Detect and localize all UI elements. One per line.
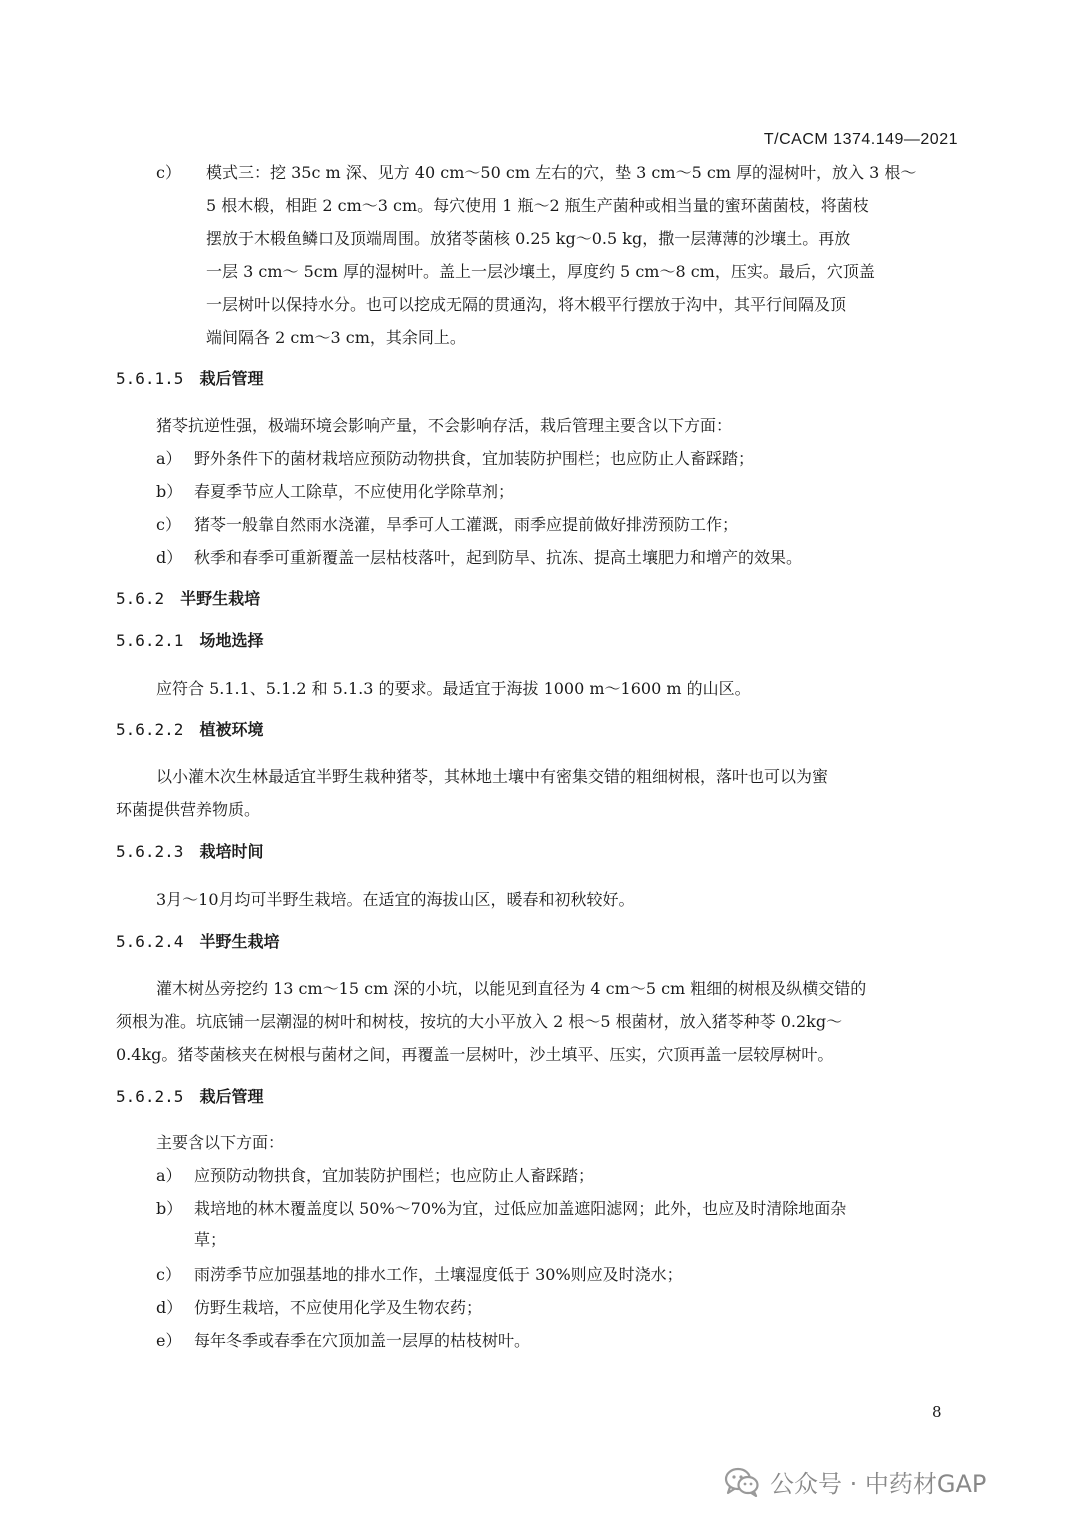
list-marker: e） bbox=[156, 1331, 182, 1350]
section-number: 5.6.2.4 bbox=[116, 932, 184, 951]
mode3-line: 端间隔各 2 cm～3 cm，其余同上。 bbox=[206, 328, 466, 347]
section-text-line: 须根为准。坑底铺一层潮湿的树叶和树枝，按坑的大小平放入 2 根～5 根菌材，放入猪苓种苓 0.2kg～ bbox=[116, 1012, 843, 1031]
section-number: 5.6.2.5 bbox=[116, 1087, 184, 1106]
mode3-line: 一层树叶以保持水分。也可以挖成无隔的贯通沟，将木椴平行摆放于沟中，其平行间隔及顶 bbox=[206, 295, 847, 314]
section-number: 5.6.2 bbox=[116, 589, 165, 608]
section-number: 5.6.2.1 bbox=[116, 631, 184, 650]
section-title: 半野生栽培 bbox=[180, 589, 261, 608]
section-heading-5-6-2-4 bbox=[116, 925, 279, 958]
mode3-line: 摆放于木椴鱼鳞口及顶端周围。放猪苓菌核 0.25 kg～0.5 kg，撒一层薄薄的沙壤土。再放 bbox=[206, 229, 851, 248]
section-title: 栽后管理 bbox=[199, 1087, 264, 1106]
list-item bbox=[156, 1192, 846, 1225]
section-text: 应符合 5.1.1、5.1.2 和 5.1.3 的要求。最适宜于海拔 1000 m～1600 m 的山区。 bbox=[156, 679, 751, 698]
list-item bbox=[156, 1291, 482, 1324]
mode3-marker: c） bbox=[156, 163, 181, 182]
section-heading-5-6-1-5 bbox=[116, 362, 263, 395]
list-marker: a） bbox=[156, 1166, 182, 1185]
section-text: 3月～10月均可半野生栽培。在适宜的海拔山区，暖春和初秋较好。 bbox=[156, 890, 635, 909]
list-text: 每年冬季或春季在穴顶加盖一层厚的枯枝树叶。 bbox=[194, 1331, 531, 1350]
list-text: 仿野生栽培，不应使用化学及生物农药； bbox=[194, 1298, 483, 1317]
section-heading-5-6-2-3 bbox=[116, 835, 263, 868]
section-text-line: 0.4kg。猪苓菌核夹在树根与菌材之间，再覆盖一层树叶，沙土填平、压实，穴顶再盖一层较厚树叶。 bbox=[116, 1045, 834, 1064]
section-title: 半野生栽培 bbox=[199, 932, 280, 951]
section-title: 植被环境 bbox=[199, 720, 264, 739]
mode3-line: 模式三：挖 35c m 深、见方 40 cm～50 cm 左右的穴，垫 3 cm～5 cm 厚的湿树叶，放入 3 根～ bbox=[206, 163, 917, 182]
section-title: 栽培时间 bbox=[199, 842, 264, 861]
list-item bbox=[156, 541, 802, 574]
standard-code: T/CACM 1374.149—2021 bbox=[763, 131, 958, 148]
list-item bbox=[156, 475, 514, 508]
wechat-icon bbox=[724, 1467, 760, 1497]
list-text: 秋季和春季可重新覆盖一层枯枝落叶，起到防旱、抗冻、提高土壤肥力和增产的效果。 bbox=[194, 548, 803, 567]
mode3-paragraph bbox=[206, 156, 916, 354]
mode3-line: 一层 3 cm～ 5cm 厚的湿树叶。盖上一层沙壤土，厚度约 5 cm～8 cm，压实。最后，穴顶盖 bbox=[206, 262, 875, 281]
list-marker: d） bbox=[156, 1298, 183, 1317]
section-heading-5-6-2 bbox=[116, 582, 260, 615]
section-intro: 主要含以下方面： bbox=[156, 1133, 285, 1152]
section-text-line: 环菌提供营养物质。 bbox=[116, 800, 261, 819]
mode3-line: 5 根木椴，相距 2 cm～3 cm。每穴使用 1 瓶～2 瓶生产菌种或相当量的蜜环菌菌枝，将菌枝 bbox=[206, 196, 869, 215]
section-intro: 猪苓抗逆性强，极端环境会影响产量，不会影响存活，栽后管理主要含以下方面： bbox=[156, 416, 733, 435]
list-marker: b） bbox=[156, 1199, 183, 1218]
list-text: 应预防动物拱食，宜加装防护围栏；也应防止人畜踩踏； bbox=[194, 1166, 595, 1185]
section-title: 栽后管理 bbox=[199, 369, 264, 388]
list-text: 猪苓一般靠自然雨水浇灌，旱季可人工灌溉，雨季应提前做好排涝预防工作； bbox=[194, 515, 739, 534]
list-marker: c） bbox=[156, 1265, 181, 1284]
section-number: 5.6.2.2 bbox=[116, 720, 184, 739]
list-item bbox=[156, 1159, 594, 1192]
list-text: 野外条件下的菌材栽培应预防动物拱食，宜加装防护围栏；也应防止人畜踩踏； bbox=[194, 449, 755, 468]
list-item bbox=[156, 508, 738, 541]
watermark-text: 公众号 · 中药材GAP bbox=[770, 1470, 987, 1498]
page-number: 8 bbox=[932, 1403, 942, 1421]
section-heading-5-6-2-1 bbox=[116, 624, 263, 657]
section-text-line: 以小灌木次生林最适宜半野生栽种猪苓，其林地土壤中有密集交错的粗细树根，落叶也可以为蜜 bbox=[156, 767, 829, 786]
list-item bbox=[156, 1258, 683, 1291]
list-text-continuation: 草； bbox=[194, 1230, 227, 1249]
list-marker: d） bbox=[156, 548, 183, 567]
section-number: 5.6.1.5 bbox=[116, 369, 184, 388]
list-text: 雨涝季节应加强基地的排水工作，土壤湿度低于 30%则应及时浇水； bbox=[194, 1265, 683, 1284]
list-text: 栽培地的林木覆盖度以 50%～70%为宜，过低应加盖遮阳滤网；此外，也应及时清除地面杂 bbox=[194, 1199, 847, 1218]
list-marker: b） bbox=[156, 482, 183, 501]
section-text-line: 灌木树丛旁挖约 13 cm～15 cm 深的小坑，以能见到直径为 4 cm～5 cm 粗细的树根及纵横交错的 bbox=[156, 979, 867, 998]
section-title: 场地选择 bbox=[199, 631, 264, 650]
section-heading-5-6-2-2 bbox=[116, 713, 263, 746]
list-text: 春夏季节应人工除草，不应使用化学除草剂； bbox=[194, 482, 515, 501]
list-item bbox=[156, 1324, 530, 1357]
list-marker: a） bbox=[156, 449, 182, 468]
section-number: 5.6.2.3 bbox=[116, 842, 184, 861]
list-item bbox=[156, 442, 754, 475]
section-heading-5-6-2-5 bbox=[116, 1080, 263, 1113]
watermark bbox=[724, 1464, 986, 1499]
list-marker: c） bbox=[156, 515, 181, 534]
